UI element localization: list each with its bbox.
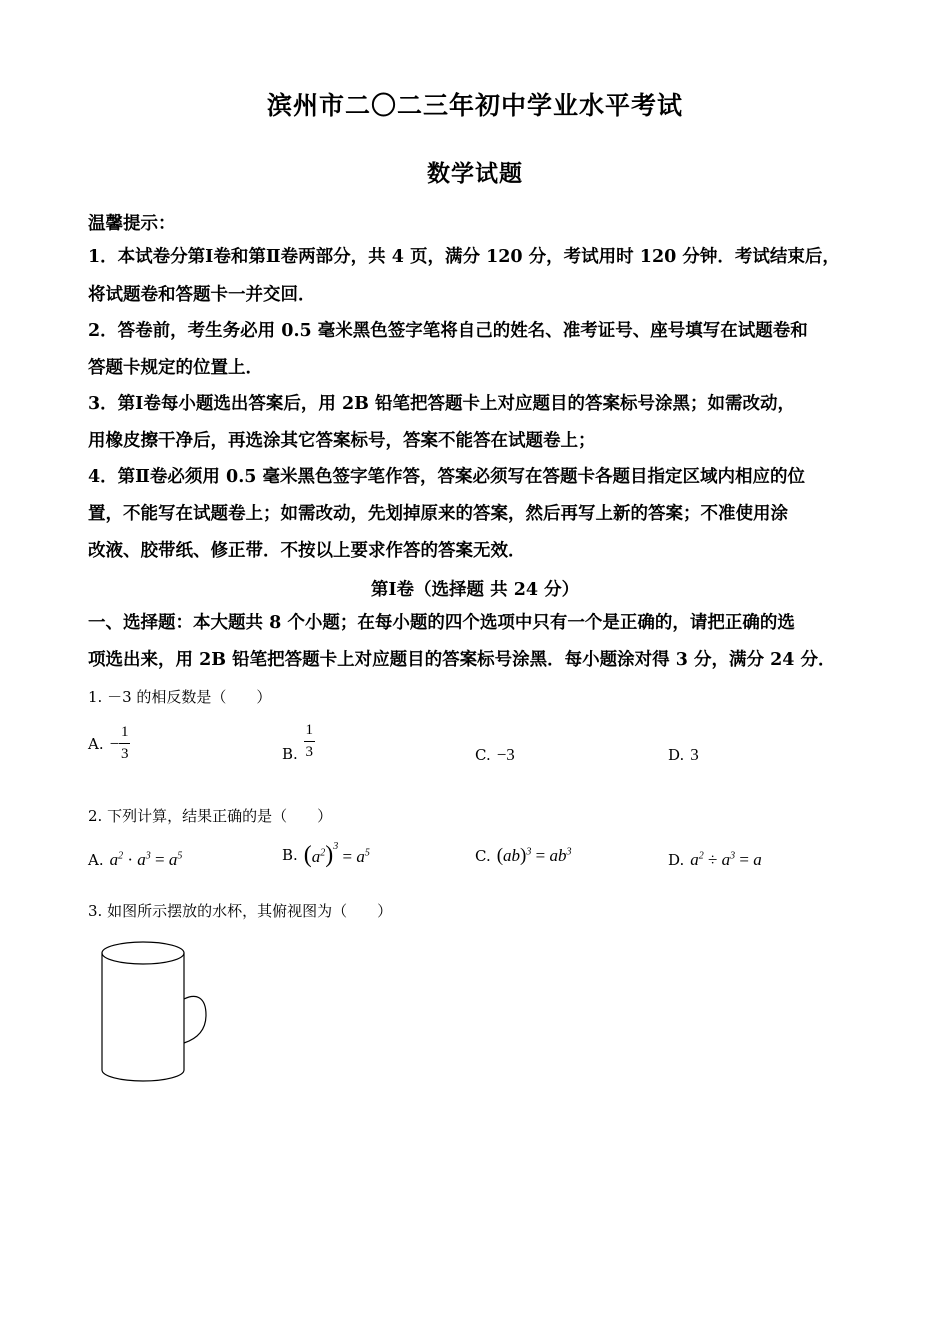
fraction [119,724,130,763]
question-2-option-a [88,850,182,870]
question-2-option-d [668,850,762,870]
option-label: B. [282,745,298,763]
option-value: −3 [496,745,515,764]
numerator: 1 [120,724,129,740]
question-1-option-d [668,745,699,765]
option-label: A. [88,734,104,753]
cup-base [102,1070,184,1081]
notice-line: 答题卡规定的位置上． [88,358,263,378]
math-expression: $a^2 \cdot a^3 = a^5$ [109,850,183,869]
option-label: A. [88,851,104,869]
cup-rim [102,942,184,964]
notice-line: 3．第Ⅰ卷每小题选出答案后，用 2B 铅笔把答题卡上对应题目的答案标号涂黑；如需改动， [88,394,796,414]
section-instructions: 项选出来，用 2B 铅笔把答题卡上对应题目的答案标号涂黑．每小题涂对得 3 分，满分 24 分． [88,650,836,670]
fraction-bar [119,743,130,744]
fraction [304,722,315,761]
option-label: D. [668,851,685,869]
question-1-stem: 1. －3 的相反数是（ ） [88,688,272,706]
cup-handle [184,996,206,1043]
notice-line: 用橡皮擦干净后，再选涂其它答案标号，答案不能答在试题卷上； [88,431,596,451]
math-expression: $(a^2)^3 = a^5$ [303,841,370,868]
notice-line: 改液、胶带纸、修正带．不按以上要求作答的答案无效． [88,541,526,561]
section-heading: 第Ⅰ卷（选择题 共 24 分） [370,580,580,600]
question-3-stem: 3. 如图所示摆放的水杯，其俯视图为（ ） [88,902,393,920]
math-expression: $(ab)^3 = ab^3$ [496,845,572,866]
exam-title: 滨州市二〇二三年初中学业水平考试 [266,91,683,120]
question-1-option-b [282,719,315,763]
option-label: B. [282,846,298,864]
numerator: 1 [305,721,314,738]
question-2-stem: 2. 下列计算，结果正确的是（ ） [88,807,333,825]
denominator: 3 [120,746,129,762]
fraction-bar [304,741,315,742]
exam-subtitle: 数学试题 [427,160,523,187]
question-1-option-a [88,724,130,763]
notice-line: 4．第Ⅱ卷必须用 0.5 毫米黑色签字笔作答，答案必须写在答题卡各题目指定区域内相应的位 [88,467,806,487]
question-2-option-b [282,843,370,867]
cup-figure [96,935,212,1087]
question-2-option-c [475,846,571,866]
notice-line: 1．本试卷分第Ⅰ卷和第Ⅱ卷两部分，共 4 页，满分 120 分，考试用时 120 分钟．考试结束后， [88,247,840,267]
section-instructions: 一、选择题：本大题共 8 个小题；在每小题的四个选项中只有一个是正确的，请把正确的选 [88,613,795,633]
math-expression: $a^2 \div a^3 = a$ [690,850,762,869]
option-label: D. [668,746,685,764]
notice-line: 置，不能写在试题卷上；如需改动，先划掉原来的答案，然后再写上新的答案；不准使用涂 [88,504,788,524]
option-label: C. [475,746,491,764]
notice-heading: 温馨提示： [88,214,176,234]
notice-line: 2．答卷前，考生务必用 0.5 毫米黑色签字笔将自己的姓名、准考证号、座号填写在试题卷和 [88,321,808,341]
option-value: 3 [690,745,699,764]
option-label: C. [475,847,491,865]
notice-line: 将试题卷和答题卡一并交回． [88,285,316,305]
minus-sign: − [109,733,120,753]
question-1-option-c [475,745,515,765]
denominator: 3 [305,743,314,760]
